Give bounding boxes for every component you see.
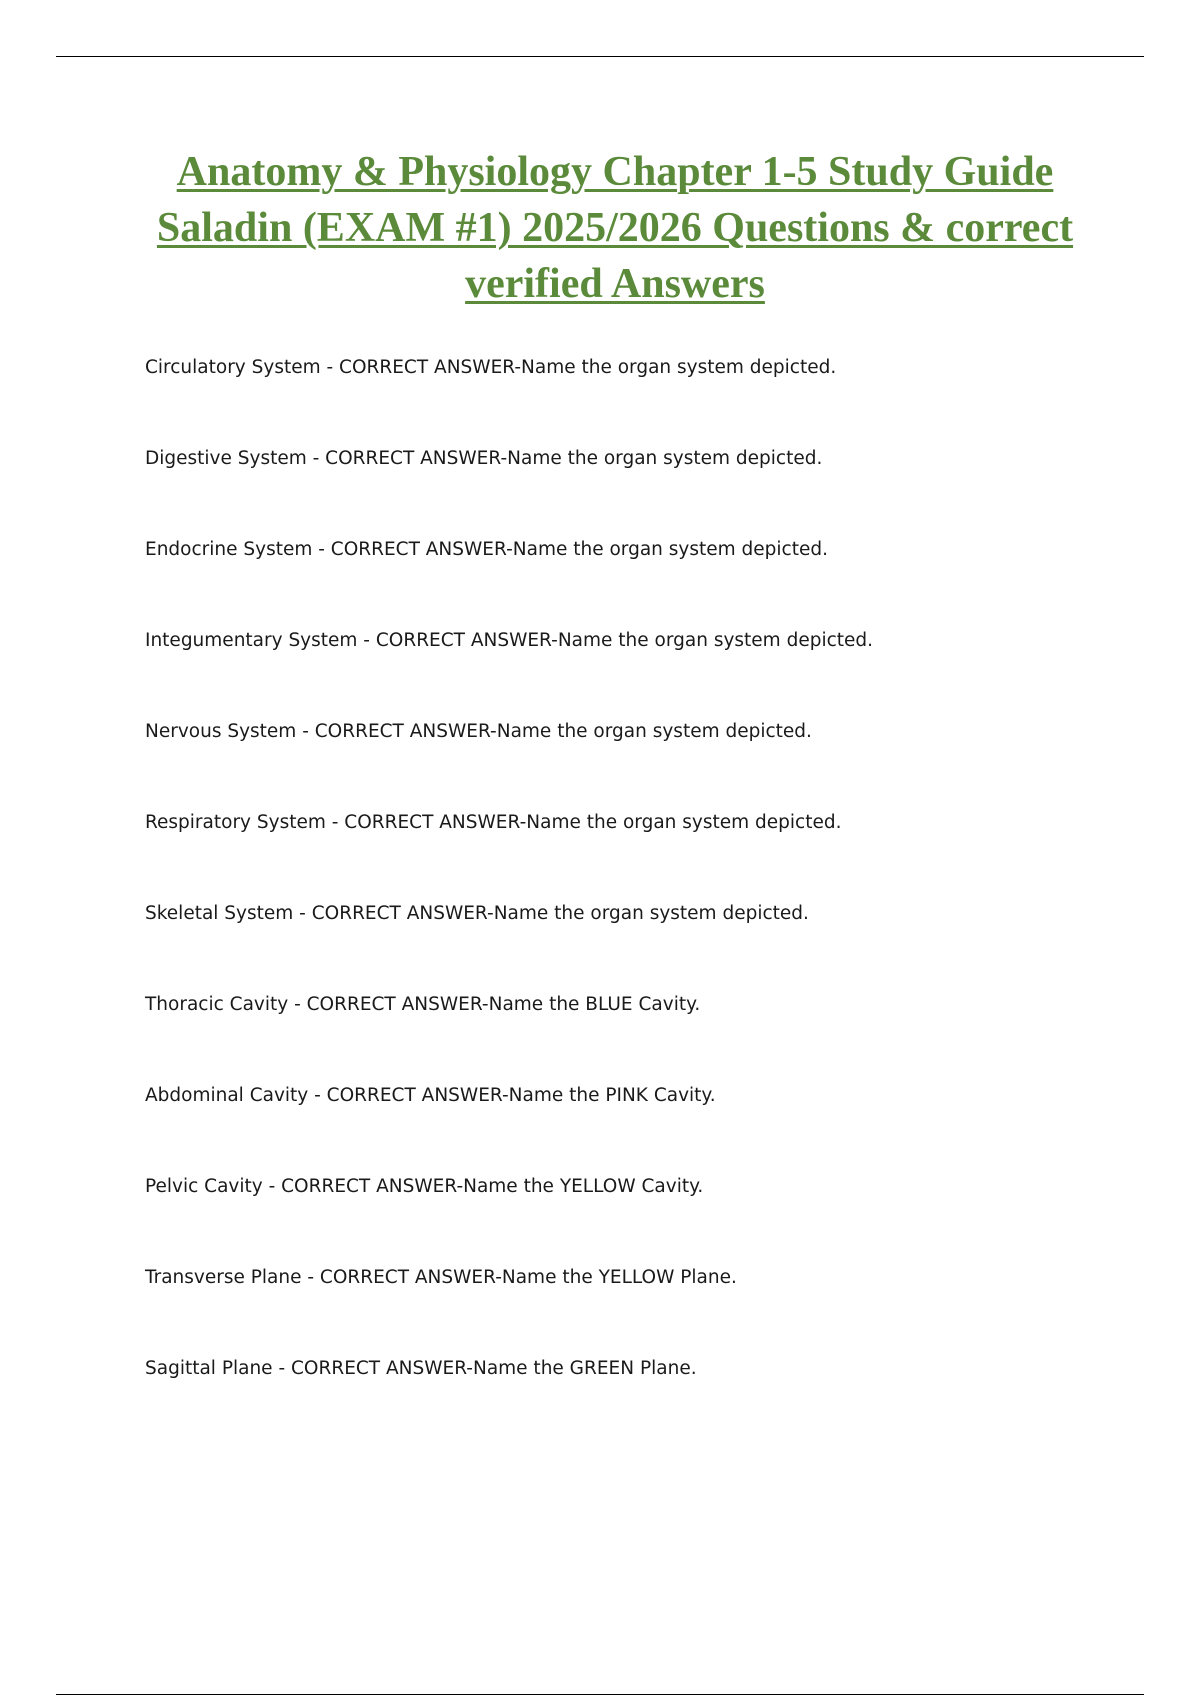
page-bottom-rule	[56, 1694, 1144, 1695]
qa-item: Skeletal System - CORRECT ANSWER-Name the organ system depicted.	[145, 903, 809, 924]
qa-item: Sagittal Plane - CORRECT ANSWER-Name the GREEN Plane.	[145, 1358, 697, 1379]
document-title: Anatomy & Physiology Chapter 1-5 Study Guide Saladin (EXAM #1) 2025/2026 Questions & correct verified Answers	[156, 149, 1074, 307]
qa-item: Abdominal Cavity - CORRECT ANSWER-Name the PINK Cavity.	[145, 1085, 716, 1106]
page-top-rule	[56, 56, 1144, 57]
qa-item: Pelvic Cavity - CORRECT ANSWER-Name the YELLOW Cavity.	[145, 1176, 704, 1197]
qa-item: Endocrine System - CORRECT ANSWER-Name the organ system depicted.	[145, 539, 828, 560]
qa-item: Transverse Plane - CORRECT ANSWER-Name the YELLOW Plane.	[145, 1267, 737, 1288]
qa-list	[145, 355, 873, 1447]
qa-item: Nervous System - CORRECT ANSWER-Name the organ system depicted.	[145, 721, 812, 742]
qa-item: Respiratory System - CORRECT ANSWER-Name the organ system depicted.	[145, 812, 842, 833]
qa-item: Integumentary System - CORRECT ANSWER-Name the organ system depicted.	[145, 630, 874, 651]
qa-item: Thoracic Cavity - CORRECT ANSWER-Name the BLUE Cavity.	[145, 994, 701, 1015]
qa-item: Circulatory System - CORRECT ANSWER-Name the organ system depicted.	[145, 357, 837, 378]
qa-item: Digestive System - CORRECT ANSWER-Name the organ system depicted.	[145, 448, 823, 469]
